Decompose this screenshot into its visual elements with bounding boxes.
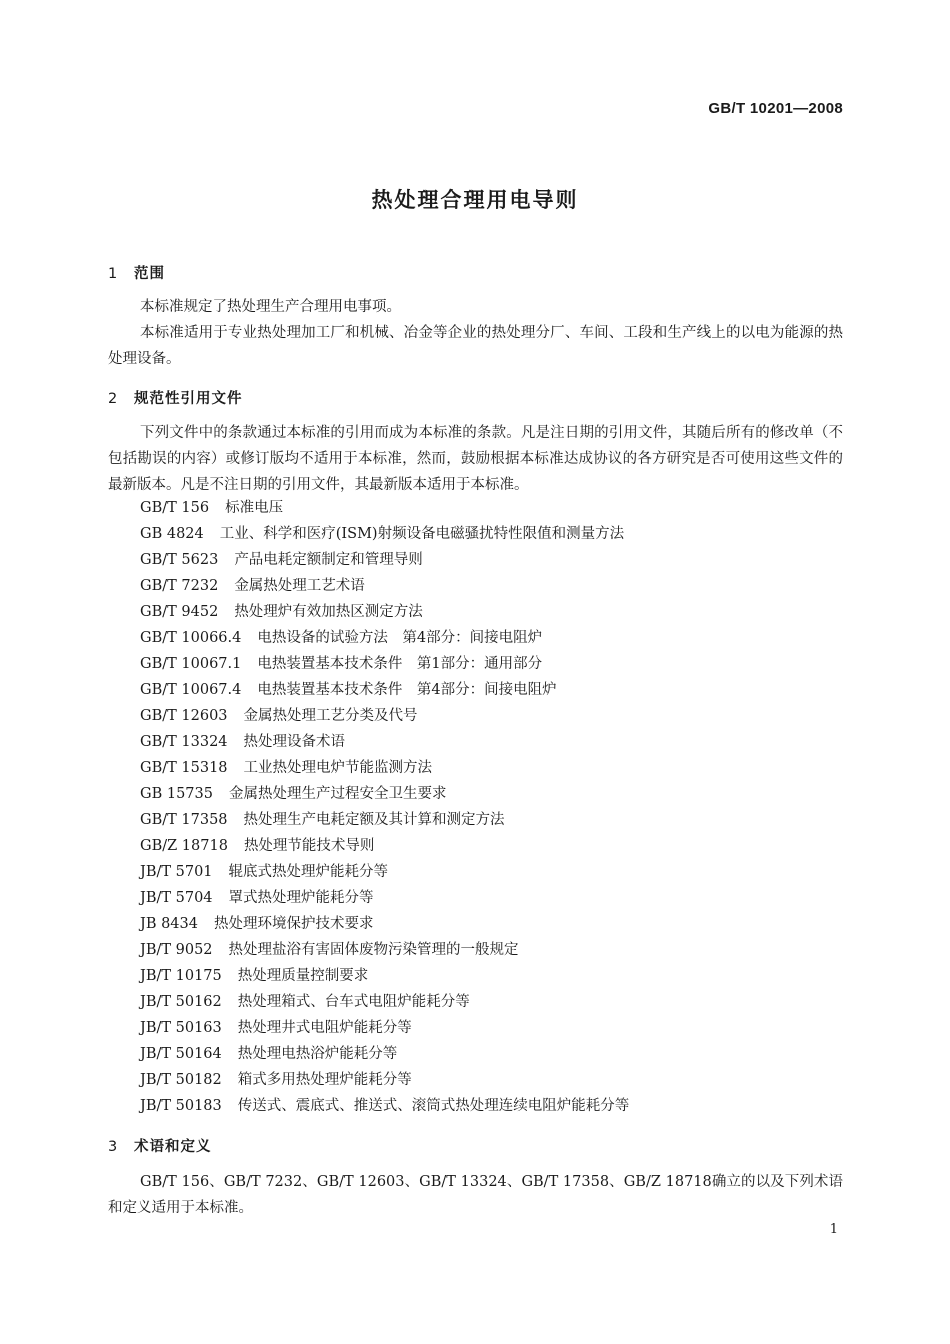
reference-code: JB/T 5701 — [140, 864, 213, 880]
reference-code: JB 8434 — [140, 916, 198, 932]
section-3-paragraph-1: GB/T 156、GB/T 7232、GB/T 12603、GB/T 13324、GB/T 17358、GB/Z 18718确立的以及下列术语和定义适用于本标准。 — [108, 1174, 843, 1216]
reference-item — [140, 911, 629, 937]
reference-code: GB 15735 — [140, 786, 213, 802]
section-2-paragraph-1: 下列文件中的条款通过本标准的引用而成为本标准的条款。凡是注日期的引用文件，其随后所有的修改单（不包括勘误的内容）或修订版均不适用于本标准，然而，鼓励根据本标准达成协议的各方研究是否可使用这些文件的最新版本。凡是不注日期的引用文件，其最新版本适用于本标准。 — [108, 425, 843, 493]
reference-code: GB/T 15318 — [140, 760, 228, 776]
section-title: 术语和定义 — [134, 1139, 212, 1155]
section-1-heading — [108, 262, 165, 283]
reference-title: 热处理炉有效加热区测定方法 — [234, 604, 423, 620]
reference-code: JB/T 50162 — [140, 994, 222, 1010]
reference-code: JB/T 5704 — [140, 890, 213, 906]
reference-item — [140, 859, 629, 885]
section-title: 规范性引用文件 — [134, 391, 243, 407]
reference-code: JB/T 9052 — [140, 942, 213, 958]
reference-code: JB/T 50183 — [140, 1098, 222, 1114]
reference-code: GB/T 10066.4 — [140, 630, 242, 646]
reference-title: 传送式、震底式、推送式、滚筒式热处理连续电阻炉能耗分等 — [237, 1098, 630, 1114]
reference-code: GB 4824 — [140, 526, 204, 542]
reference-title: 热处理质量控制要求 — [237, 968, 369, 984]
reference-item — [140, 1041, 629, 1067]
reference-title: 金属热处理工艺术语 — [234, 578, 365, 594]
reference-item — [140, 833, 629, 859]
reference-title: 电热装置基本技术条件 第4部分：间接电阻炉 — [257, 682, 557, 698]
reference-item — [140, 495, 629, 521]
reference-code: JB/T 50182 — [140, 1072, 222, 1088]
standard-code: GB/T 10201—2008 — [708, 100, 843, 117]
normative-reference-list — [140, 495, 629, 1119]
section-title: 范围 — [134, 266, 165, 282]
reference-title: 标准电压 — [225, 500, 284, 516]
reference-code: GB/T 156 — [140, 500, 210, 516]
reference-item — [140, 807, 629, 833]
reference-item — [140, 989, 629, 1015]
section-number: 2 — [108, 391, 119, 407]
reference-item — [140, 1015, 629, 1041]
reference-item — [140, 729, 629, 755]
reference-item — [140, 885, 629, 911]
section-1-paragraph-2: 本标准适用于专业热处理加工厂和机械、冶金等企业的热处理分厂、车间、工段和生产线上的以电为能源的热处理设备。 — [108, 325, 843, 367]
document-title: 热处理合理用电导则 — [371, 188, 579, 212]
section-number: 3 — [108, 1139, 119, 1155]
section-number: 1 — [108, 266, 119, 282]
reference-title: 电热设备的试验方法 第4部分：间接电阻炉 — [257, 630, 543, 646]
reference-code: GB/T 10067.1 — [140, 656, 242, 672]
reference-item — [140, 1093, 629, 1119]
reference-item — [140, 937, 629, 963]
reference-code: GB/Z 18718 — [140, 838, 228, 854]
reference-item — [140, 1067, 629, 1093]
reference-item — [140, 651, 629, 677]
reference-title: 产品电耗定额制定和管理导则 — [234, 552, 423, 568]
reference-code: GB/T 7232 — [140, 578, 219, 594]
reference-item — [140, 755, 629, 781]
reference-title: 辊底式热处理炉能耗分等 — [228, 864, 389, 880]
reference-code: GB/T 13324 — [140, 734, 228, 750]
reference-code: JB/T 50164 — [140, 1046, 222, 1062]
reference-item — [140, 599, 629, 625]
reference-item — [140, 781, 629, 807]
reference-title: 电热装置基本技术条件 第1部分：通用部分 — [257, 656, 543, 672]
reference-title: 罩式热处理炉能耗分等 — [228, 890, 374, 906]
reference-item — [140, 677, 629, 703]
section-3-heading — [108, 1135, 212, 1156]
reference-code: GB/T 9452 — [140, 604, 219, 620]
reference-item — [140, 625, 629, 651]
reference-title: 工业热处理电炉节能监测方法 — [243, 760, 433, 776]
reference-code: GB/T 17358 — [140, 812, 228, 828]
reference-code: JB/T 10175 — [140, 968, 222, 984]
reference-item — [140, 703, 629, 729]
reference-item — [140, 573, 629, 599]
reference-title: 热处理生产电耗定额及其计算和测定方法 — [243, 812, 505, 828]
reference-code: GB/T 5623 — [140, 552, 219, 568]
reference-title: 热处理盐浴有害固体废物污染管理的一般规定 — [228, 942, 519, 958]
reference-title: 热处理箱式、台车式电阻炉能耗分等 — [237, 994, 470, 1010]
reference-title: 金属热处理工艺分类及代号 — [243, 708, 418, 724]
reference-title: 热处理节能技术导则 — [243, 838, 375, 854]
page-number: 1 — [829, 1222, 838, 1237]
reference-code: JB/T 50163 — [140, 1020, 222, 1036]
reference-title: 热处理电热浴炉能耗分等 — [237, 1046, 398, 1062]
reference-code: GB/T 12603 — [140, 708, 228, 724]
reference-code: GB/T 10067.4 — [140, 682, 242, 698]
reference-title: 金属热处理生产过程安全卫生要求 — [228, 786, 447, 802]
reference-title: 箱式多用热处理炉能耗分等 — [237, 1072, 412, 1088]
reference-item — [140, 547, 629, 573]
reference-title: 热处理井式电阻炉能耗分等 — [237, 1020, 412, 1036]
reference-title: 热处理设备术语 — [243, 734, 346, 750]
reference-item — [140, 963, 629, 989]
reference-title: 工业、科学和医疗(ISM)射频设备电磁骚扰特性限值和测量方法 — [219, 526, 625, 542]
reference-title: 热处理环境保护技术要求 — [213, 916, 374, 932]
section-2-heading — [108, 387, 243, 408]
reference-item — [140, 521, 629, 547]
section-1-paragraph-1: 本标准规定了热处理生产合理用电事项。 — [140, 299, 401, 315]
